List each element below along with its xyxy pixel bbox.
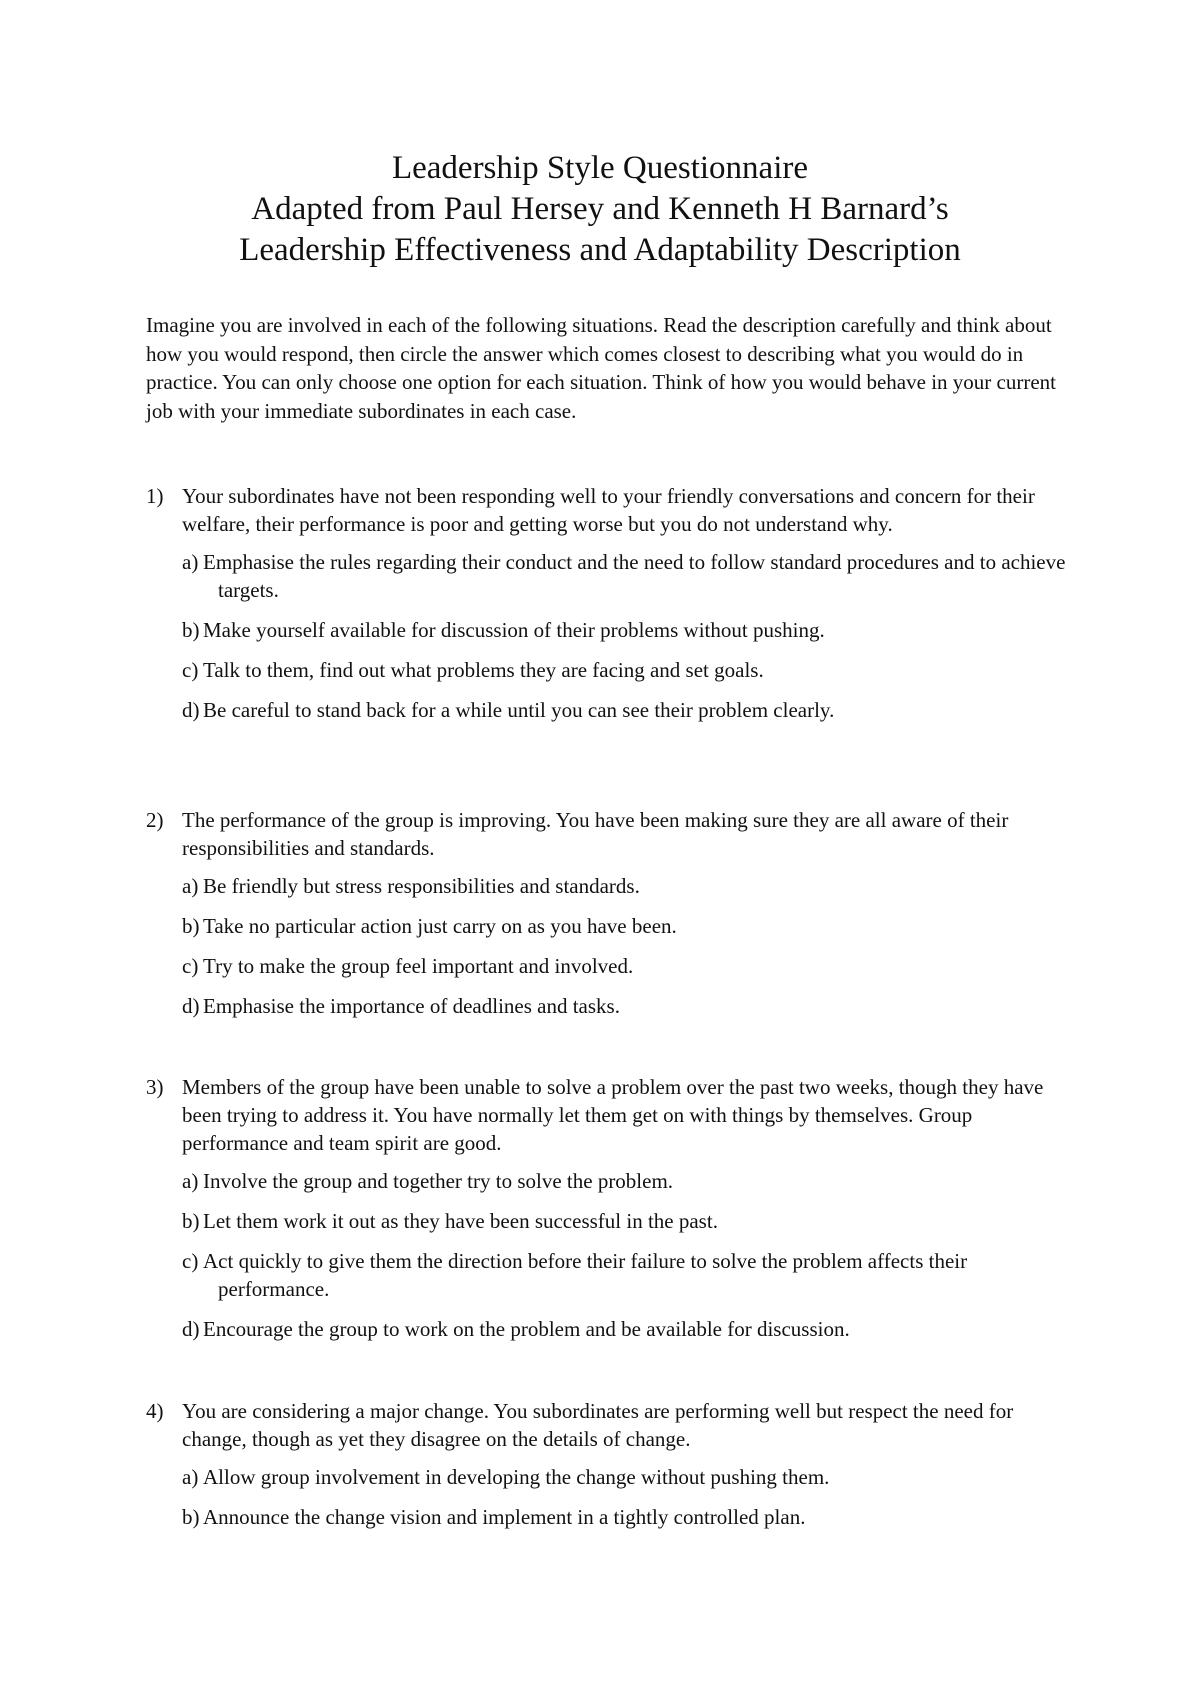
option-letter: d) bbox=[182, 1317, 200, 1341]
option-text: Take no particular action just carry on as you have been. bbox=[203, 914, 677, 938]
option-letter: a) bbox=[182, 1169, 199, 1193]
option-a[interactable] bbox=[146, 1463, 1081, 1491]
question-number: 1) bbox=[146, 484, 164, 508]
option-letter: b) bbox=[182, 618, 200, 642]
option-c[interactable] bbox=[146, 656, 1081, 684]
intro-paragraph: Imagine you are involved in each of the following situations. Read the description carefully and think about how you would respond, then circle the answer which comes closest to describing what you would do in practice. You can only choose one option for each situation. Think of how you would behave in your current job with your immediate subordinates in each case. bbox=[146, 313, 1056, 423]
question-3 bbox=[146, 1073, 1081, 1355]
option-text: Allow group involvement in developing the change without pushing them. bbox=[203, 1465, 830, 1489]
question-number: 3) bbox=[146, 1075, 164, 1099]
option-list bbox=[146, 548, 1081, 724]
option-b[interactable] bbox=[146, 1503, 1081, 1531]
question-text: The performance of the group is improving. You have been making sure they are all aware of their responsibilities and standards. bbox=[182, 808, 1009, 860]
option-letter: c) bbox=[182, 658, 199, 682]
option-a[interactable] bbox=[146, 548, 1081, 604]
option-c[interactable] bbox=[146, 1247, 1081, 1303]
option-c[interactable] bbox=[146, 952, 1081, 980]
option-a[interactable] bbox=[146, 872, 1081, 900]
option-letter: c) bbox=[182, 954, 199, 978]
question-stem bbox=[146, 482, 1081, 538]
option-text: Be careful to stand back for a while until you can see their problem clearly. bbox=[203, 698, 835, 722]
question-stem bbox=[146, 1073, 1081, 1157]
option-text: Involve the group and together try to solve the problem. bbox=[203, 1169, 674, 1193]
option-list bbox=[146, 1463, 1081, 1531]
option-text: Emphasise the rules regarding their conduct and the need to follow standard procedures and to achieve targets. bbox=[203, 550, 1066, 602]
option-text: Try to make the group feel important and involved. bbox=[203, 954, 634, 978]
option-text: Encourage the group to work on the problem and be available for discussion. bbox=[203, 1317, 850, 1341]
question-stem bbox=[146, 806, 1081, 862]
question-text: Your subordinates have not been responding well to your friendly conversations and concern for their welfare, their performance is poor and getting worse but you do not understand why. bbox=[182, 484, 1035, 536]
option-d[interactable] bbox=[146, 696, 1081, 724]
option-text: Let them work it out as they have been successful in the past. bbox=[203, 1209, 718, 1233]
option-letter: a) bbox=[182, 1465, 199, 1489]
option-a[interactable] bbox=[146, 1167, 1081, 1195]
option-text: Announce the change vision and implement in a tightly controlled plan. bbox=[203, 1505, 806, 1529]
option-d[interactable] bbox=[146, 1315, 1081, 1343]
option-b[interactable] bbox=[146, 912, 1081, 940]
option-letter: c) bbox=[182, 1249, 199, 1273]
option-d[interactable] bbox=[146, 992, 1081, 1020]
question-text: You are considering a major change. You subordinates are performing well but respect the need for change, though as yet they disagree on the details of change. bbox=[182, 1399, 1014, 1451]
subtitle-line: Leadership Effectiveness and Adaptability Description bbox=[239, 232, 961, 268]
option-letter: a) bbox=[182, 550, 199, 574]
option-b[interactable] bbox=[146, 616, 1081, 644]
option-text: Be friendly but stress responsibilities and standards. bbox=[203, 874, 640, 898]
option-letter: d) bbox=[182, 698, 200, 722]
subtitle-line: Adapted from Paul Hersey and Kenneth H Barnard’s bbox=[251, 191, 949, 227]
option-text: Act quickly to give them the direction before their failure to solve the problem affects their performance. bbox=[203, 1249, 968, 1301]
option-list bbox=[146, 872, 1081, 1020]
option-letter: b) bbox=[182, 1505, 200, 1529]
option-letter: b) bbox=[182, 1209, 200, 1233]
question-2 bbox=[146, 806, 1081, 1032]
option-b[interactable] bbox=[146, 1207, 1081, 1235]
question-1 bbox=[146, 482, 1081, 736]
option-text: Emphasise the importance of deadlines and tasks. bbox=[203, 994, 620, 1018]
option-letter: b) bbox=[182, 914, 200, 938]
title-line: Leadership Style Questionnaire bbox=[391, 150, 809, 186]
option-list bbox=[146, 1167, 1081, 1343]
question-4 bbox=[146, 1397, 1081, 1543]
question-number: 2) bbox=[146, 808, 164, 832]
option-letter: a) bbox=[182, 874, 199, 898]
question-stem bbox=[146, 1397, 1081, 1453]
option-text: Make yourself available for discussion of their problems without pushing. bbox=[203, 618, 825, 642]
option-letter: d) bbox=[182, 994, 200, 1018]
question-number: 4) bbox=[146, 1399, 164, 1423]
document-title bbox=[0, 148, 1200, 271]
question-text: Members of the group have been unable to solve a problem over the past two weeks, though they have been trying to address it. You have normally let them get on with things by themselves. Group performance and team spirit are good. bbox=[182, 1075, 1044, 1155]
option-text: Talk to them, find out what problems they are facing and set goals. bbox=[203, 658, 764, 682]
